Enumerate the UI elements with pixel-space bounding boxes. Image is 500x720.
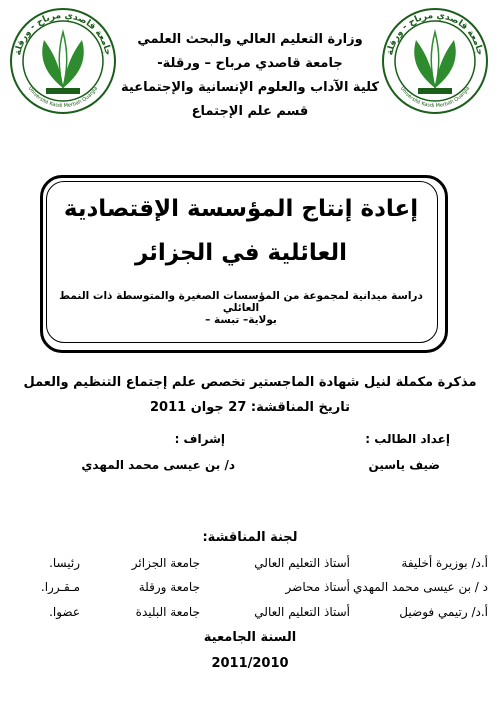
member-university: جامعة الجزائر <box>131 556 200 570</box>
supervisor-name: د/ بن عيسى محمد المهدي <box>81 458 235 472</box>
department-name: قسم علم الإجتماع <box>191 104 309 119</box>
member-rank: أستاذ التعليم العالي <box>254 605 350 619</box>
student-label: إعداد الطالب : <box>365 432 450 446</box>
member-university: جامعة البليدة <box>135 605 200 619</box>
committee-heading: لجنة المناقشة: <box>202 530 298 545</box>
member-role: عضوا. <box>49 605 80 619</box>
logo-ring-text-top: جامعة قاصدي مرباح - ورقلة <box>13 10 113 57</box>
thesis-subtitle-2: بولاية– تبسة – <box>205 314 277 326</box>
member-rank: أستاذ التعليم العالي <box>254 556 350 570</box>
thesis-subtitle-1: دراسة ميدانية لمجموعة من المؤسسات الصغيرة والمتوسطة ذات النمط العائلي <box>59 290 423 314</box>
faculty-name: كلية الآداب والعلوم الإنسانية والإجتماعية <box>121 80 379 95</box>
logo-ring-text-bottom: Université Kasdi Merbah Ouargla <box>398 85 472 110</box>
thesis-title-line-1: إعادة إنتاج المؤسسة الإقتصادية <box>63 196 419 222</box>
academic-year-value: 2011/2010 <box>211 656 289 671</box>
member-role: رئيسا. <box>49 556 80 570</box>
defense-date: تاريخ المناقشة: 27 جوان 2011 <box>149 400 351 415</box>
supervisor-label: إشراف : <box>174 432 225 446</box>
university-logo-right <box>380 6 490 116</box>
logo-ring-text-top: جامعة قاصدي مرباح - ورقلة <box>385 10 485 57</box>
member-name: د / بن عيسى محمد المهدي <box>353 580 488 594</box>
university-logo-left <box>8 6 118 116</box>
member-role: مـقـررا. <box>40 580 80 594</box>
member-university: جامعة ورقلة <box>138 580 200 594</box>
thesis-title-line-2: العائلية في الجزائر <box>134 240 348 266</box>
logo-ring-text-bottom: Université Kasdi Merbah Ouargla <box>26 85 100 110</box>
academic-year-label: السنة الجامعية <box>203 630 297 645</box>
member-name: أ.د/ رتيمي فوضيل <box>399 605 488 619</box>
university-name: جامعة قاصدي مرباح – ورقلة- <box>157 56 343 71</box>
member-rank: أستاذ محاضر <box>285 580 350 594</box>
ministry-name: وزارة التعليم العالي والبحث العلمي <box>137 32 363 47</box>
thesis-purpose: مذكرة مكملة لنيل شهادة الماجستير تخصص علم إجتماع التنظيم والعمل <box>23 375 477 390</box>
member-name: أ.د/ بوزيرة أخليفة <box>401 556 488 570</box>
student-name: ضيف ياسين <box>368 458 440 472</box>
